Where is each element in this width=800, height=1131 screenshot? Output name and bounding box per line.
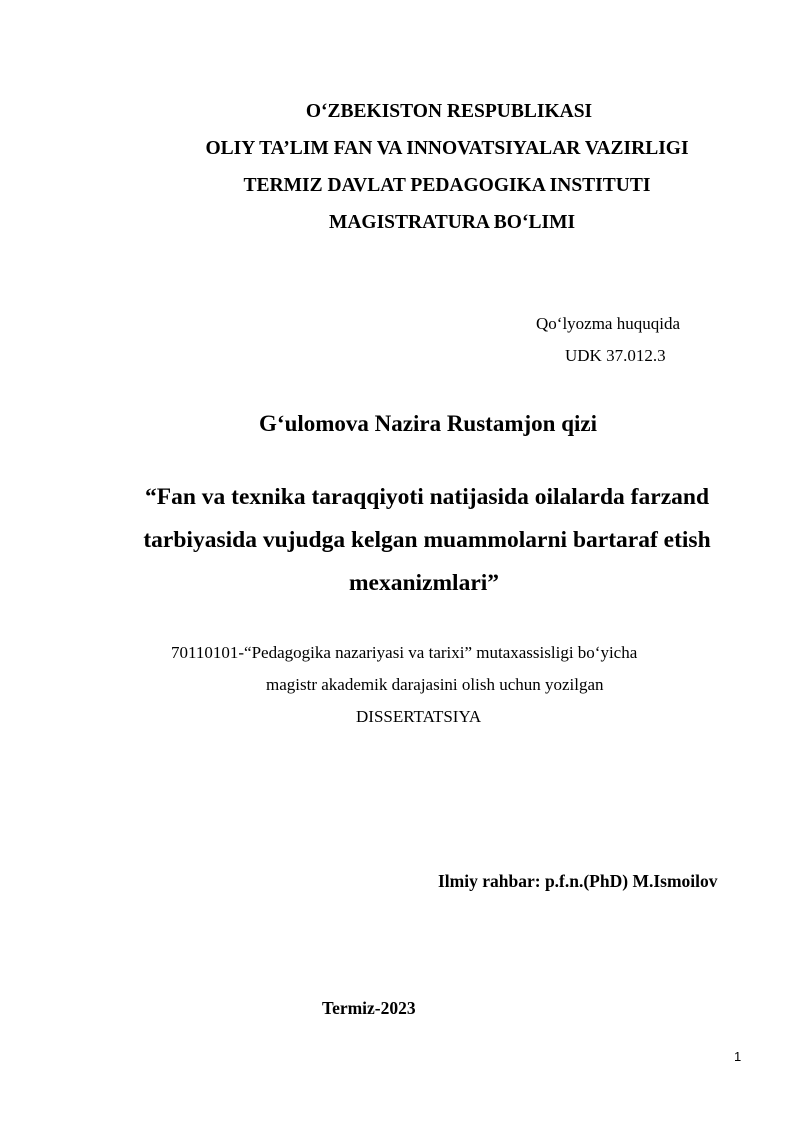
author-name: G‘ulomova Nazira Rustamjon qizi (259, 411, 597, 436)
header-department: MAGISTRATURA BO‘LIMI (328, 212, 576, 233)
udk-code: UDK 37.012.3 (565, 346, 666, 365)
document-type: DISSERTATSIYA (356, 707, 482, 726)
place-and-year: Termiz-2023 (322, 998, 416, 1018)
title-line-3: mexanizmlari” (348, 570, 500, 596)
title-line-1: “Fan va texnika taraqqiyoti natijasida oilalarda farzand (144, 484, 710, 510)
scientific-supervisor: Ilmiy rahbar: p.f.n.(PhD) M.Ismoilov (438, 871, 718, 891)
page-number: 1 (734, 1049, 742, 1064)
degree-purpose-line: magistr akademik darajasini olish uchun yozilgan (266, 675, 604, 694)
manuscript-rights: Qo‘lyozma huquqida (536, 314, 680, 333)
header-institute: TERMIZ DAVLAT PEDAGOGIKA INSTITUTI (243, 175, 651, 196)
title-line-2: tarbiyasida vujudga kelgan muammolarni bartaraf etish (143, 527, 711, 553)
header-country: O‘ZBEKISTON RESPUBLIKASI (305, 101, 593, 122)
specialty-line: 70110101-“Pedagogika nazariyasi va tarixi” mutaxassisligi bo‘yicha (171, 643, 638, 662)
header-ministry: OLIY TA’LIM FAN VA INNOVATSIYALAR VAZIRLIGI (205, 138, 689, 159)
